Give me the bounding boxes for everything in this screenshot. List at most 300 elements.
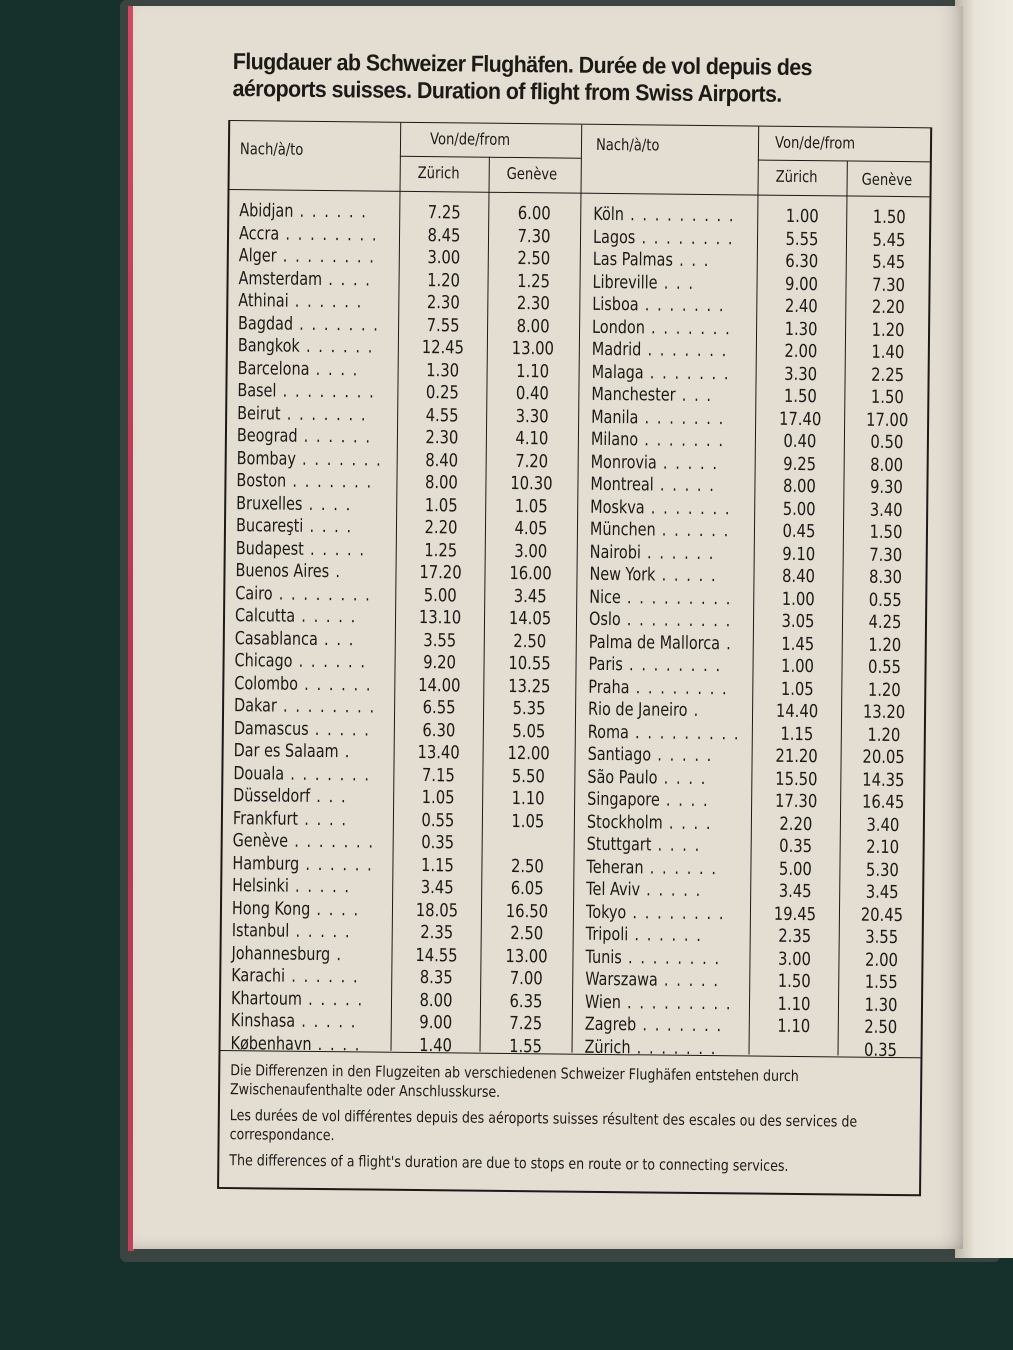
header-from-right: Von/de/from — [774, 132, 856, 153]
duration-value: 7.30 — [869, 544, 903, 566]
leader-dots: . . . . . . . . . — [620, 586, 733, 609]
table-row-city — [236, 493, 391, 517]
duration-value: 1.10 — [511, 788, 545, 810]
city-name: Helsinki . . . . . — [232, 875, 351, 898]
leader-dots: . . . . — [309, 358, 360, 380]
table-row-city — [592, 339, 752, 363]
duration-cell-zurich — [751, 993, 837, 1016]
duration-cell-zurich — [396, 697, 482, 720]
leader-dots: . . . . . . . — [637, 429, 725, 452]
city-name: Malaga . . . . . . . — [591, 361, 731, 384]
table-row-city — [591, 429, 751, 453]
duration-value: 2.20 — [424, 517, 458, 539]
column-left-city — [230, 200, 394, 1057]
city-name: München . . . . . . — [589, 518, 730, 542]
duration-value: 1.10 — [777, 1015, 811, 1038]
table-row-city — [584, 1036, 744, 1060]
table-row-city — [591, 406, 751, 430]
duration-value: 0.50 — [870, 431, 904, 454]
duration-value: 5.00 — [423, 584, 457, 606]
column-right-geneve — [840, 207, 929, 1063]
duration-value: 5.00 — [782, 498, 816, 520]
leader-dots: . . . . . . . . — [279, 223, 379, 246]
duration-value: 15.50 — [775, 768, 818, 790]
duration-cell-geneve — [491, 248, 577, 271]
city-name: Rio de Janeiro . — [587, 698, 701, 721]
table-row-city — [589, 586, 749, 610]
duration-cell-geneve — [847, 386, 927, 409]
city-name: Kinshasa . . . . . — [230, 1010, 358, 1033]
duration-value: 2.30 — [516, 293, 550, 315]
duration-cell-geneve — [843, 746, 923, 769]
leader-dots: . — [338, 741, 352, 763]
header-subdivider-right — [758, 160, 930, 163]
leader-dots: . . . . — [659, 789, 710, 812]
duration-cell-geneve — [482, 1035, 568, 1058]
duration-value: 17.40 — [778, 408, 822, 430]
duration-cell-zurich — [758, 273, 844, 296]
page-title: Flugdauer ab Schweizer Flughäfen. Durée de vol depuis des aéroports suisses. Duration of flight from Swiss Airports. — [232, 48, 813, 107]
duration-cell-geneve — [849, 252, 929, 275]
leader-dots: . — [719, 632, 733, 654]
duration-cell-zurich — [396, 742, 482, 765]
duration-cell-geneve — [848, 297, 928, 320]
duration-value: 13.00 — [511, 337, 555, 360]
leader-dots: . . . . . . . . — [621, 946, 721, 969]
duration-value: 0.40 — [783, 430, 817, 453]
duration-cell-geneve — [483, 968, 569, 991]
city-name: Bruxelles . . . . — [236, 492, 353, 515]
duration-cell-geneve — [487, 608, 573, 631]
city-name: Zagreb . . . . . . . — [584, 1013, 723, 1037]
duration-cell-zurich — [398, 517, 484, 540]
table-row-city — [239, 200, 394, 224]
duration-value: 13.25 — [508, 675, 551, 697]
leader-dots: . . . . . . . . — [276, 380, 376, 403]
duration-value: 1.20 — [868, 634, 902, 656]
duration-cell-zurich — [758, 341, 844, 364]
duration-cell-geneve — [484, 878, 570, 901]
duration-value: 9.20 — [423, 652, 457, 674]
duration-cell-geneve — [844, 679, 924, 702]
header-zurich-right: Zürich — [775, 166, 818, 187]
duration-value: 6.00 — [517, 203, 551, 225]
table-row-city — [236, 470, 391, 494]
table-row-city — [589, 564, 749, 588]
city-name: Casablanca . . . — [234, 627, 356, 650]
city-name: Bangkok . . . . . . — [237, 335, 375, 358]
table-row-city — [590, 519, 750, 543]
duration-cell-geneve — [841, 994, 921, 1017]
city-name: Abidjan . . . . . . — [239, 200, 368, 223]
duration-value: 2.50 — [517, 248, 551, 270]
duration-value: 2.30 — [426, 292, 460, 314]
leader-dots: . . . . — [303, 515, 353, 538]
table-row-city — [592, 294, 752, 318]
duration-cell-geneve — [490, 293, 576, 316]
leader-dots: . . . — [657, 272, 695, 294]
duration-value: 0.40 — [515, 383, 549, 405]
flight-duration-table — [217, 120, 932, 1196]
duration-cell-zurich — [759, 228, 845, 251]
duration-cell-geneve — [484, 855, 570, 878]
leader-dots: . . . . . . . — [644, 316, 732, 339]
duration-cell-geneve — [485, 833, 571, 856]
duration-cell-geneve — [843, 836, 923, 859]
duration-cell-zurich — [755, 633, 841, 656]
leader-dots: . . . . . . . . . — [628, 721, 741, 744]
duration-value: 6.55 — [422, 697, 456, 719]
city-name: Calcutta . . . . . — [234, 605, 357, 628]
duration-cell-geneve — [847, 431, 927, 454]
duration-value: 4.55 — [425, 404, 459, 426]
table-row-city — [586, 924, 746, 948]
city-name: Buenos Aires . — [235, 560, 342, 583]
city-name: Bucareşti . . . . — [235, 515, 353, 538]
city-name: Stuttgart . . . . — [586, 833, 701, 856]
duration-value: 0.55 — [421, 809, 455, 831]
table-row-city — [590, 474, 750, 498]
duration-value: 1.30 — [784, 318, 818, 340]
duration-cell-zurich — [754, 656, 840, 679]
duration-cell-geneve — [490, 360, 576, 383]
duration-cell-zurich — [751, 971, 837, 994]
duration-value: 8.00 — [516, 315, 550, 337]
duration-cell-zurich — [757, 431, 843, 454]
duration-value: 1.00 — [785, 205, 819, 228]
footnote-german: Die Differenzen in den Flugzeiten ab verschiedenen Schweizer Flughäfen entstehen durch Zwischenaufenthalte oder Anschlusskurse. — [230, 1061, 799, 1101]
duration-value: 1.50 — [870, 386, 904, 409]
city-name: Bombay . . . . . . . — [236, 447, 383, 471]
duration-cell-zurich — [755, 588, 841, 611]
duration-cell-geneve — [489, 450, 575, 473]
duration-cell-zurich — [752, 903, 838, 926]
leader-dots: . . . . . . — [299, 335, 375, 358]
table-row-city — [591, 451, 751, 475]
duration-value: 3.45 — [865, 881, 899, 904]
leader-dots: . . . . . — [655, 564, 718, 587]
duration-value: 1.10 — [516, 360, 550, 382]
duration-cell-zurich — [758, 318, 844, 341]
table-row-city — [232, 898, 387, 922]
duration-cell-geneve — [491, 203, 577, 226]
duration-cell-zurich — [397, 607, 483, 630]
table-row-city — [587, 811, 747, 835]
leader-dots: . . . . . . . . — [276, 695, 376, 718]
duration-cell-geneve — [485, 765, 571, 788]
table-row-city — [234, 695, 389, 719]
duration-value: 4.10 — [515, 428, 549, 450]
table-row-city — [231, 988, 386, 1012]
duration-cell-geneve — [489, 428, 575, 451]
duration-cell-geneve — [487, 630, 573, 653]
table-row-city — [237, 448, 392, 472]
duration-value: 9.30 — [869, 476, 903, 499]
duration-cell-zurich — [396, 674, 482, 697]
duration-cell-zurich — [394, 922, 480, 945]
duration-cell-zurich — [396, 719, 482, 742]
duration-value: 12.45 — [421, 337, 465, 359]
duration-cell-geneve — [842, 881, 922, 904]
duration-cell-geneve — [488, 540, 574, 563]
leader-dots: . . . . . . — [288, 290, 363, 313]
leader-dots: . . . . . . . — [638, 406, 725, 429]
city-name: Damascus . . . . . — [233, 717, 371, 741]
duration-cell-zurich — [397, 584, 483, 607]
leader-dots: . . . . . — [308, 718, 371, 741]
duration-cell-geneve — [490, 338, 576, 361]
leader-dots: . . . — [310, 785, 348, 808]
duration-cell-zurich — [756, 521, 842, 544]
leader-dots: . . . . . . . . . — [623, 204, 736, 227]
duration-cell-zurich — [756, 543, 842, 566]
duration-cell-zurich — [752, 858, 838, 881]
duration-value: 6.35 — [509, 990, 543, 1012]
duration-value: 2.20 — [779, 813, 813, 835]
duration-cell-zurich — [757, 386, 843, 409]
duration-cell-zurich — [399, 404, 485, 427]
city-name: Milano . . . . . . . — [590, 428, 725, 452]
table-row-city — [585, 1014, 745, 1038]
duration-value: 3.55 — [423, 629, 457, 651]
city-name: Hamburg . . . . . . — [232, 852, 374, 876]
duration-cell-geneve — [489, 383, 575, 406]
duration-value: 17.00 — [865, 409, 909, 431]
leader-dots: . . . . . . . — [286, 470, 373, 493]
duration-cell-geneve — [845, 589, 925, 612]
duration-value: 13.10 — [418, 607, 462, 629]
duration-cell-zurich — [399, 449, 485, 472]
leader-dots: . . . . — [322, 268, 372, 291]
table-row-city — [587, 834, 747, 858]
leader-dots: . . . . . . . . — [272, 582, 372, 606]
duration-cell-zurich — [400, 314, 486, 337]
duration-value: 2.25 — [871, 364, 905, 386]
duration-cell-zurich — [398, 472, 484, 495]
leader-dots: . — [330, 943, 343, 965]
duration-value: 2.00 — [784, 340, 818, 363]
duration-value: 13.20 — [862, 701, 906, 724]
duration-value: 7.00 — [509, 967, 543, 990]
duration-cell-zurich — [393, 1012, 479, 1035]
duration-value: 5.50 — [511, 765, 545, 787]
duration-cell-zurich — [753, 836, 839, 859]
duration-cell-geneve — [849, 207, 929, 230]
table-row-city — [593, 226, 753, 250]
duration-cell-zurich — [759, 206, 845, 229]
header-zurich-left: Zürich — [417, 162, 460, 183]
duration-cell-geneve — [484, 923, 570, 946]
city-name: Beograd . . . . . . — [236, 425, 372, 448]
duration-cell-zurich — [399, 427, 485, 450]
table-row-city — [232, 853, 387, 877]
table-row-city — [590, 541, 750, 565]
duration-cell-zurich — [394, 854, 480, 877]
city-name: Köln . . . . . . . . . — [593, 203, 736, 227]
duration-cell-geneve — [488, 473, 574, 496]
duration-cell-geneve — [844, 656, 924, 679]
duration-value: 1.20 — [871, 319, 905, 341]
table-row-city — [233, 785, 388, 809]
leader-dots: . . . . . . . — [630, 1036, 718, 1059]
duration-cell-zurich — [395, 764, 481, 787]
duration-value: 14.35 — [862, 769, 905, 791]
duration-value: 3.30 — [784, 363, 818, 385]
table-row-city — [587, 789, 747, 813]
leader-dots: . . . . . — [639, 879, 702, 901]
duration-cell-zurich — [397, 562, 483, 585]
leader-dots: . . . — [317, 628, 356, 650]
leader-dots: . — [687, 699, 701, 721]
duration-cell-geneve — [486, 743, 572, 766]
duration-cell-zurich — [756, 476, 842, 499]
duration-value: 3.40 — [869, 499, 903, 521]
leader-dots: . . . . . — [651, 744, 714, 767]
duration-value: 18.05 — [415, 899, 459, 921]
leader-dots: . . . . . . — [293, 200, 368, 223]
duration-cell-geneve — [488, 495, 574, 518]
city-name: Bagdad . . . . . . . — [238, 312, 380, 336]
duration-cell-zurich — [395, 832, 481, 855]
duration-cell-zurich — [755, 566, 841, 589]
duration-value: 0.55 — [868, 589, 902, 611]
city-name: Santiago . . . . . — [587, 743, 714, 767]
city-name: Athinai . . . . . . — [238, 290, 363, 313]
duration-value: 8.35 — [419, 967, 453, 989]
leader-dots: . . . — [675, 384, 713, 407]
duration-value: 14.40 — [775, 700, 819, 723]
duration-cell-geneve — [840, 1039, 920, 1062]
duration-cell-geneve — [849, 229, 929, 252]
table-row-city — [587, 766, 747, 790]
duration-value: 8.45 — [427, 224, 461, 246]
duration-cell-geneve — [847, 364, 927, 387]
duration-value: 10.55 — [508, 652, 551, 675]
city-name: Zürich . . . . . . . — [584, 1036, 718, 1059]
duration-cell-zurich — [393, 989, 479, 1012]
duration-cell-zurich — [751, 1016, 837, 1039]
duration-value: 5.00 — [778, 858, 812, 880]
header-geneve-right: Genève — [861, 169, 913, 190]
leader-dots: . . . . . . . — [287, 830, 375, 853]
city-name: Tokyo . . . . . . . . — [585, 901, 726, 924]
column-left-zurich — [392, 202, 487, 1058]
duration-value: 4.25 — [868, 611, 902, 634]
duration-cell-zurich — [394, 877, 480, 900]
leader-dots: . . . . . . — [299, 853, 374, 876]
duration-value: 1.40 — [871, 341, 905, 364]
duration-value: 17.30 — [774, 790, 818, 813]
duration-value: 1.55 — [864, 971, 898, 994]
duration-value: 1.05 — [421, 787, 455, 809]
leader-dots: . . . . — [311, 1033, 362, 1055]
city-name: Colombo . . . . . . — [234, 672, 373, 696]
duration-cell-geneve — [841, 949, 921, 972]
duration-value: 8.30 — [868, 566, 903, 589]
duration-cell-geneve — [483, 990, 569, 1013]
city-name: Moskva . . . . . . . — [590, 496, 732, 519]
duration-value: 1.05 — [424, 494, 458, 516]
duration-value: 2.20 — [871, 296, 905, 319]
duration-value: 1.40 — [419, 1034, 453, 1056]
duration-value: 0.45 — [782, 520, 816, 543]
duration-cell-zurich — [753, 768, 839, 791]
city-name: Cairo . . . . . . . . — [235, 582, 372, 606]
column-left-geneve — [482, 203, 577, 1059]
duration-value: 1.25 — [424, 539, 458, 561]
duration-cell-geneve — [485, 788, 571, 811]
duration-value: 3.05 — [781, 610, 815, 633]
city-name: Genève . . . . . . . — [232, 830, 375, 853]
duration-value: 20.05 — [862, 746, 905, 769]
city-name: Praha . . . . . . . . — [588, 676, 729, 699]
duration-value: 5.05 — [512, 720, 546, 742]
duration-value: 0.25 — [425, 382, 459, 404]
city-name: Basel . . . . . . . . — [237, 380, 376, 403]
table-row-city — [589, 631, 749, 655]
duration-cell-zurich — [753, 813, 839, 836]
duration-value: 7.30 — [517, 225, 551, 247]
duration-value: 3.45 — [778, 880, 812, 903]
duration-value: 3.40 — [866, 814, 900, 836]
table-row-city — [236, 538, 391, 562]
city-name: Montreal . . . . . — [590, 473, 716, 497]
duration-cell-zurich — [756, 498, 842, 521]
duration-value: 1.20 — [867, 724, 901, 746]
duration-cell-geneve — [483, 945, 569, 968]
duration-value: 7.30 — [872, 274, 906, 296]
duration-cell-zurich — [753, 791, 839, 814]
table-row-city — [231, 1010, 386, 1034]
leader-dots: . . . . . — [288, 875, 351, 898]
duration-cell-geneve — [487, 585, 573, 608]
duration-cell-zurich — [752, 926, 838, 949]
duration-value: 8.00 — [870, 454, 904, 476]
table-row-city — [238, 290, 393, 314]
duration-value: 7.25 — [509, 1012, 543, 1035]
page-content — [217, 48, 933, 1196]
leader-dots: . . . . . . . . — [635, 226, 735, 249]
duration-value: 1.05 — [514, 495, 548, 517]
city-name: København . . . . — [230, 1032, 362, 1055]
duration-cell-geneve — [491, 225, 577, 248]
table-row-city — [231, 965, 386, 989]
duration-value: 17.20 — [419, 562, 462, 584]
duration-value: 1.10 — [777, 993, 811, 1015]
city-name: Johannesburg . — [231, 942, 343, 965]
duration-value: 9.00 — [785, 273, 819, 295]
duration-value: 2.10 — [866, 836, 900, 859]
duration-value: 5.35 — [512, 698, 546, 720]
booklet-page — [133, 6, 963, 1249]
city-name: Las Palmas . . . — [592, 248, 711, 272]
table-row-city — [235, 605, 390, 629]
duration-value: 0.35 — [421, 832, 455, 854]
table-row-city — [239, 223, 394, 247]
city-name: Khartoum . . . . . — [230, 987, 364, 1010]
duration-value: 1.30 — [864, 994, 898, 1016]
duration-value: 16.50 — [505, 900, 549, 922]
table-row-city — [585, 969, 745, 993]
leader-dots: . . . . . . . . — [629, 676, 729, 699]
duration-cell-geneve — [490, 270, 576, 293]
duration-value: 5.30 — [865, 859, 899, 881]
city-name: Hong Kong . . . . — [231, 897, 360, 920]
duration-value: 3.45 — [513, 585, 547, 607]
leader-dots: . . . . . . . — [643, 361, 731, 384]
leader-dots: . . . . . . . — [641, 339, 728, 362]
duration-value: 2.40 — [784, 295, 818, 318]
